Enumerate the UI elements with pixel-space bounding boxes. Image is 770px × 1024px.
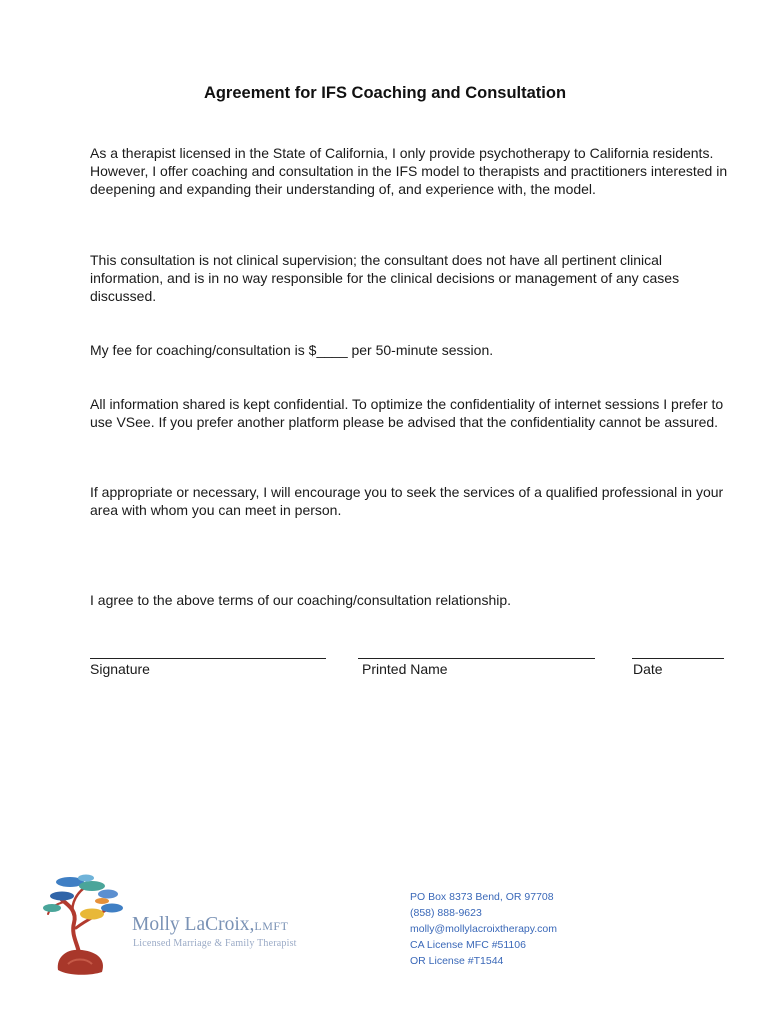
paragraph-confidentiality: All information shared is kept confidential. To optimize the confidentiality of internet sessions I prefer to use VSee. If you prefer another platform please be advised that the confidentiality cannot be assured.	[90, 396, 724, 430]
logo-credential-text: LMFT	[254, 919, 289, 933]
signature-label: Signature	[90, 661, 150, 677]
paragraph-intro: As a therapist licensed in the State of California, I only provide psychotherapy to California residents. However, I offer coaching and consultation in the IFS model to therapists and practitioners interested in deepening and expanding their understanding of, and experience with, the model.	[90, 145, 728, 197]
date-line[interactable]	[632, 658, 724, 659]
logo-wordmark	[132, 914, 288, 936]
printed-name-label: Printed Name	[362, 661, 448, 677]
contact-or-license: OR License #T1544	[410, 955, 504, 967]
tree-logo-icon	[40, 868, 128, 976]
paragraph-not-supervision: This consultation is not clinical supervision; the consultant does not have all pertinent clinical information, and is in no way responsible for the clinical decisions or management of any cases discussed.	[90, 252, 680, 304]
contact-block	[410, 889, 557, 969]
printed-name-line[interactable]	[358, 658, 595, 659]
contact-phone: (858) 888-9623	[410, 907, 482, 919]
paragraph-fee: My fee for coaching/consultation is $____ per 50-minute session.	[90, 342, 494, 358]
signature-line[interactable]	[90, 658, 326, 659]
contact-address: PO Box 8373 Bend, OR 97708	[410, 891, 554, 903]
contact-ca-license: CA License MFC #51106	[410, 939, 526, 951]
logo-tagline: Licensed Marriage & Family Therapist	[133, 938, 297, 949]
paragraph-agreement: I agree to the above terms of our coaching/consultation relationship.	[90, 592, 512, 608]
logo-name-text: Molly LaCroix,	[132, 914, 255, 935]
contact-email[interactable]: molly@mollylacroixtherapy.com	[410, 923, 557, 935]
paragraph-referral: If appropriate or necessary, I will encourage you to seek the services of a qualified professional in your area with whom you can meet in person.	[90, 484, 724, 518]
date-label: Date	[633, 661, 663, 677]
document-title: Agreement for IFS Coaching and Consultation	[203, 84, 567, 102]
